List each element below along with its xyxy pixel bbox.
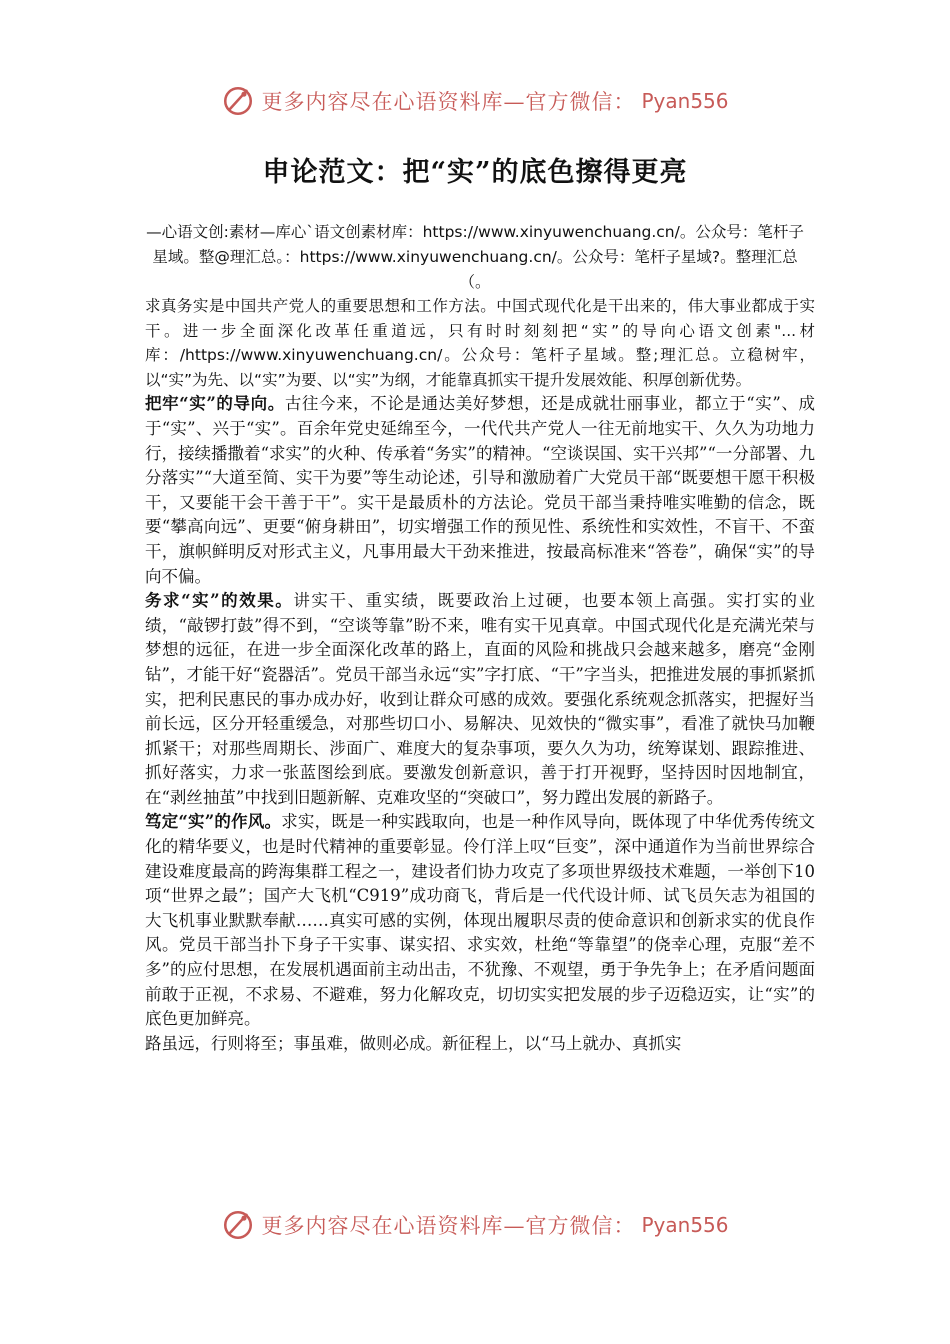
page-title: 申论范文：把“实”的底色擦得更亮 (262, 157, 688, 188)
watermark-handle: Pyan556 (641, 89, 729, 113)
logo-icon (221, 84, 255, 118)
section-paragraph (145, 810, 815, 1031)
section-paragraph (145, 589, 815, 810)
section-paragraph (145, 392, 815, 589)
article-body (145, 294, 815, 1056)
section-lead: 务求“实”的效果。 (145, 591, 294, 611)
section-text: 求实，既是一种实践取向，也是一种作风导向，既体现了中华优秀传统文化的精华要义，也是时代精神的重要彰显。伶仃洋上叹“巨变”，深中通道作为当前世界综合建设难度最高的跨海集群工程之一，建设者们协力攻克了多项世界级技术难题，一举创下10项“世界之最”；国产大飞机“C919”成功商飞，背后是一代代设计师、试飞员矢志为祖国的大飞机事业默默奉献……真实可感的实例，体现出履职尽责的使命意识和创新求实的优良作风。党员干部当扑下身子干实事、谋实招、求实效，杜绝“等靠望”的侥幸心理，克服“差不多”的应付思想，在发展机遇面前主动出击，不犹豫、不观望，勇于争先争上；在矛盾问题面前敢于正视，不求易、不避难，努力化解攻克，切切实实把发展的步子迈稳迈实，让“实”的底色更加鲜亮。 (145, 812, 816, 1029)
closing-paragraph: 路虽远，行则将至；事虽难，做则必成。新征程上，以“马上就办、真抓实 (145, 1033, 682, 1053)
section-lead: 把牢“实”的导向。 (145, 394, 285, 414)
section-lead: 笃定“实”的作风。 (145, 812, 282, 832)
logo-icon (221, 1208, 255, 1242)
watermark-footer (0, 1208, 950, 1242)
source-line: —心语文创:素材—库心`语文创素材库：https://www.xinyuwenchuang.cn/。公众号：笔杆子星域。整@理汇总。：https://www.xinyuwenchuang.cn/。公众号：笔杆子星域?。整理汇总（。 (146, 223, 804, 291)
watermark-header (0, 84, 950, 118)
intro-paragraph: 求真务实是中国共产党人的重要思想和工作方法。中国式现代化是干出来的，伟大事业都成于实干。进一步全面深化改革任重道远，只有时时刻刻把“实”的导向心语文创素"...材库：/https://www.xinyuwenchuang.cn/。公众号：笔杆子星域。整;理汇总。立稳树牢，以“实”为先、以“实”为要、以“实”为纲，才能靠真抓实干提升发展效能、积厚创新优势。 (145, 297, 815, 389)
section-text: 古往今来，不论是通达美好梦想，还是成就壮丽事业，都立于“实”、成于“实”、兴于“实”。百余年党史延绵至今，一代代共产党人一往无前地实干、久久为功地力行，接续播撒着“求实”的火种、传承着“务实”的精神。“空谈误国、实干兴邦”“一分部署、九分落实”“大道至简、实干为要”等生动论述，引导和激励着广大党员干部“既要想干愿干积极干，又要能干会干善于干”。实干是最质朴的方法论。党员干部当秉持唯实唯勤的信念，既要“攀高向远”、更要“俯身耕田”，切实增强工作的预见性、系统性和实效性，不盲干、不蛮干，旗帜鲜明反对形式主义，凡事用最大干劲来推进，按最高标准来“答卷”，确保“实”的导向不偏。 (145, 394, 816, 586)
watermark-text: 更多内容尽在心语资料库—官方微信： (261, 90, 636, 114)
section-text: 讲实干、重实绩，既要政治上过硬，也要本领上高强。实打实的业绩，“敲锣打鼓”得不到，“空谈等靠”盼不来，唯有实干见真章。中国式现代化是充满光荣与梦想的远征，在进一步全面深化改革的路上，直面的风险和挑战只会越来越多，磨亮“金刚钻”，才能干好“瓷器活”。党员干部当永远“实”字打底、“干”字当头，把推进发展的事抓紧抓实，把利民惠民的事办成办好，收到让群众可感的成效。要强化系统观念抓落实，把握好当前长远，区分开轻重缓急，对那些切口小、易解决、见效快的“微实事”，看准了就快马加鞭抓紧干；对那些周期长、涉面广、难度大的复杂事项，要久久为功，统筹谋划、跟踪推进、抓好落实，力求一张蓝图绘到底。要激发创新意识，善于打开视野，坚持因时因地制宜，在“剥丝抽茧”中找到旧题新解、克难攻坚的“突破口”，努力蹚出发展的新路子。 (145, 591, 816, 807)
watermark-text: 更多内容尽在心语资料库—官方微信： (261, 1214, 636, 1238)
watermark-handle: Pyan556 (641, 1213, 729, 1237)
